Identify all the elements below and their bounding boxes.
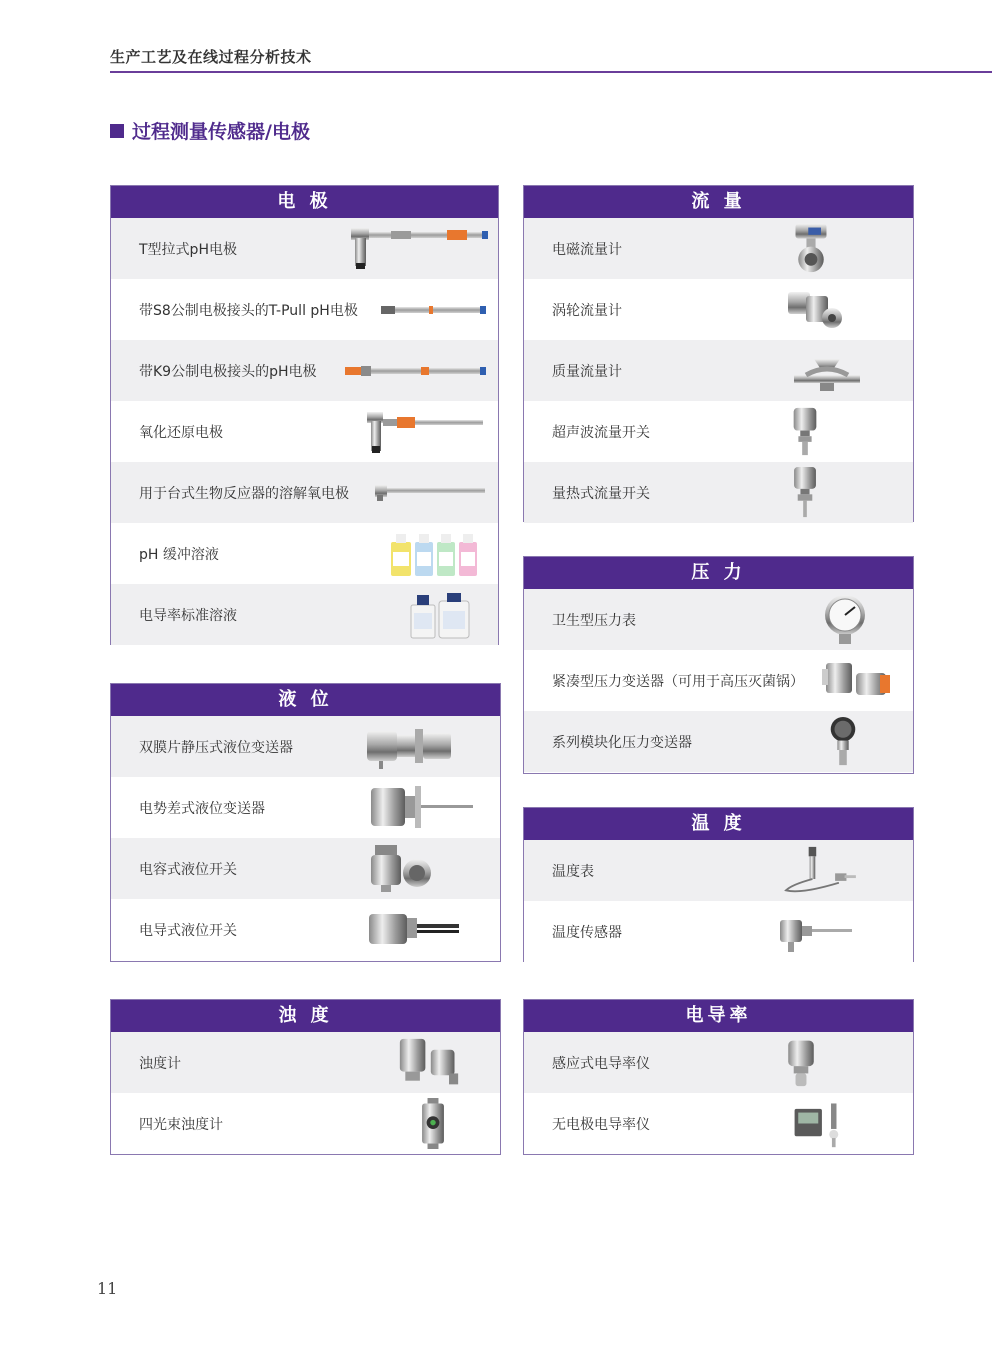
section-title-text: 过程测量传感器/电极 — [132, 121, 310, 143]
list-item — [111, 523, 498, 584]
item-label: 氧化还原电极 — [139, 424, 223, 441]
magnetic-flowmeter-icon — [786, 223, 836, 274]
list-item — [524, 840, 913, 901]
item-label: 系列模块化压力变送器 — [552, 734, 692, 751]
item-label: 用于台式生物反应器的溶解氧电极 — [139, 485, 349, 502]
calorimetric-flow-switch-icon — [790, 467, 820, 518]
item-label: 无电极电导率仪 — [552, 1116, 650, 1133]
panel-conductivity-title: 电导率 — [524, 1000, 913, 1032]
panel-pressure-title: 压 力 — [524, 557, 913, 589]
mass-flowmeter-icon — [792, 345, 862, 396]
header-rule — [110, 71, 992, 73]
list-item — [524, 711, 913, 772]
thermometer-icon — [780, 845, 860, 896]
panel-electrode-title: 电 极 — [111, 186, 498, 218]
k9-ph-electrode-icon — [343, 345, 489, 396]
item-label: 感应式电导率仪 — [552, 1055, 650, 1072]
list-item — [524, 340, 913, 401]
four-beam-turbidimeter-icon — [415, 1098, 451, 1149]
buffer-bottles-icon — [387, 528, 483, 579]
item-label: 卫生型压力表 — [552, 612, 636, 629]
compact-pressure-transmitter-icon — [822, 655, 892, 706]
electrodeless-conductivity-meter-icon — [790, 1098, 852, 1149]
list-item — [111, 899, 500, 960]
s8-ph-electrode-icon — [379, 284, 489, 335]
page-number: 11 — [97, 1279, 118, 1298]
diaphragm-level-transmitter-icon — [363, 721, 455, 772]
item-label: 紧凑型压力变送器（可用于高压灭菌锅） — [552, 673, 804, 690]
item-label: 电容式液位开关 — [139, 861, 237, 878]
list-item — [111, 1093, 500, 1154]
list-item — [111, 838, 500, 899]
panel-temperature — [523, 807, 914, 962]
section-title — [110, 117, 310, 144]
panel-level — [110, 683, 501, 962]
panel-electrode — [110, 185, 499, 645]
modular-pressure-transmitter-icon — [826, 716, 860, 767]
item-label: 电导式液位开关 — [139, 922, 237, 939]
list-item — [524, 589, 913, 650]
list-item — [111, 1032, 500, 1093]
panel-turbidity — [110, 999, 501, 1155]
item-label: 温度表 — [552, 863, 594, 880]
list-item — [111, 279, 498, 340]
list-item — [111, 584, 498, 645]
do-electrode-icon — [373, 467, 489, 518]
ultrasonic-flow-switch-icon — [790, 406, 820, 457]
item-label: 带K9公制电极接头的pH电极 — [139, 363, 317, 380]
item-label: 涡轮流量计 — [552, 302, 622, 319]
item-label: pH 缓冲溶液 — [139, 546, 219, 563]
list-item — [524, 1093, 913, 1154]
panel-flow-title: 流 量 — [524, 186, 913, 218]
conductivity-standard-bottles-icon — [407, 589, 477, 640]
item-label: 浊度计 — [139, 1055, 181, 1072]
inductive-conductivity-meter-icon — [784, 1037, 818, 1088]
capacitive-level-switch-icon — [367, 843, 435, 894]
t-type-ph-electrode-icon — [341, 223, 491, 274]
list-item — [524, 650, 913, 711]
item-label: 带S8公制电极接头的T-Pull pH电极 — [139, 302, 358, 319]
list-item — [524, 901, 913, 962]
turbine-flowmeter-icon — [786, 284, 844, 335]
panel-level-title: 液 位 — [111, 684, 500, 716]
item-label: 双膜片静压式液位变送器 — [139, 739, 293, 756]
panel-temperature-title: 温 度 — [524, 808, 913, 840]
list-item — [111, 340, 498, 401]
panel-pressure — [523, 556, 914, 774]
item-label: 四光束浊度计 — [139, 1116, 223, 1133]
list-item — [524, 1032, 913, 1093]
list-item — [524, 279, 913, 340]
item-label: 电导率标准溶液 — [139, 607, 237, 624]
turbidimeter-icon — [391, 1037, 467, 1088]
running-head: 生产工艺及在线过程分析技术 — [110, 48, 312, 66]
temperature-sensor-icon — [776, 906, 856, 957]
panel-flow — [523, 185, 914, 522]
square-bullet-icon — [110, 124, 124, 138]
item-label: 电势差式液位变送器 — [139, 800, 265, 817]
item-label: 温度传感器 — [552, 924, 622, 941]
pressure-gauge-icon — [822, 594, 868, 645]
list-item — [111, 777, 500, 838]
item-label: 量热式流量开关 — [552, 485, 650, 502]
potential-level-transmitter-icon — [367, 782, 477, 833]
item-label: 超声波流量开关 — [552, 424, 650, 441]
list-item — [111, 462, 498, 523]
list-item — [524, 218, 913, 279]
item-label: 质量流量计 — [552, 363, 622, 380]
list-item — [111, 218, 498, 279]
panel-turbidity-title: 浊 度 — [111, 1000, 500, 1032]
item-label: 电磁流量计 — [552, 241, 622, 258]
conductive-level-switch-icon — [367, 904, 463, 955]
list-item — [111, 716, 500, 777]
list-item — [524, 401, 913, 462]
panel-conductivity — [523, 999, 914, 1155]
item-label: T型拉式pH电极 — [139, 241, 237, 258]
list-item — [524, 462, 913, 523]
redox-electrode-icon — [363, 406, 489, 457]
list-item — [111, 401, 498, 462]
